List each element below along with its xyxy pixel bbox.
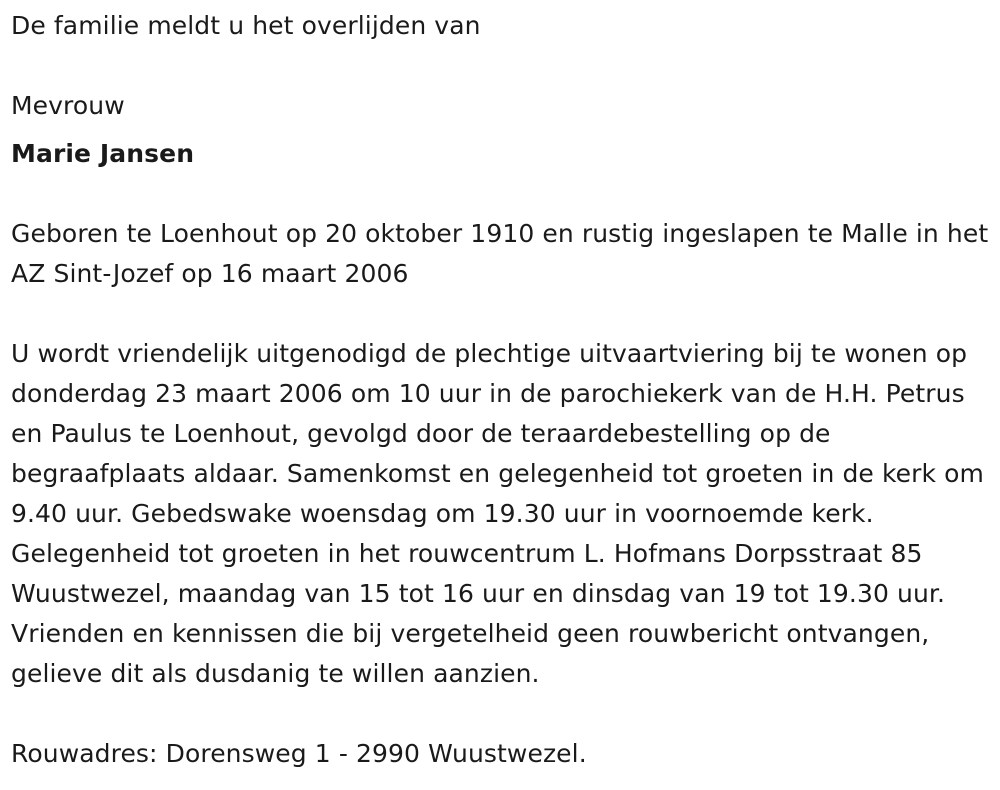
deceased-name: Marie Jansen <box>11 139 195 168</box>
spacer <box>11 46 996 86</box>
mourning-address: Rouwadres: Dorensweg 1 - 2990 Wuustwezel. <box>11 739 587 768</box>
spacer <box>11 174 996 214</box>
intro-line: De familie meldt u het overlijden van <box>11 11 481 40</box>
spacer <box>11 694 996 734</box>
spacer <box>11 294 996 334</box>
salutation: Mevrouw <box>11 91 125 120</box>
birth-death-paragraph: Geboren te Loenhout op 20 oktober 1910 en rustig ingeslapen te Malle in het AZ Sint-Jozef op 16 maart 2006 <box>11 219 989 288</box>
funeral-invitation-paragraph: U wordt vriendelijk uitgenodigd de plechtige uitvaartviering bij te wonen op donderdag 23 maart 2006 om 10 uur in de parochiekerk van de H.H. Petrus en Paulus te Loenhout, gevolgd door de teraardebestelling op de begraafplaats aldaar. Samenkomst en gelegenheid tot groeten in de kerk om 9.40 uur. Gebedswake woensdag om 19.30 uur in voornoemde kerk. Gelegenheid tot groeten in het rouwcentrum L. Hofmans Dorpsstraat 85 Wuustwezel, maandag van 15 tot 16 uur en dinsdag van 19 tot 19.30 uur. Vrienden en kennissen die bij vergetelheid geen rouwbericht ontvangen, gelieve dit als dusdanig te willen aanzien. <box>11 339 984 688</box>
obituary-notice <box>11 6 996 774</box>
